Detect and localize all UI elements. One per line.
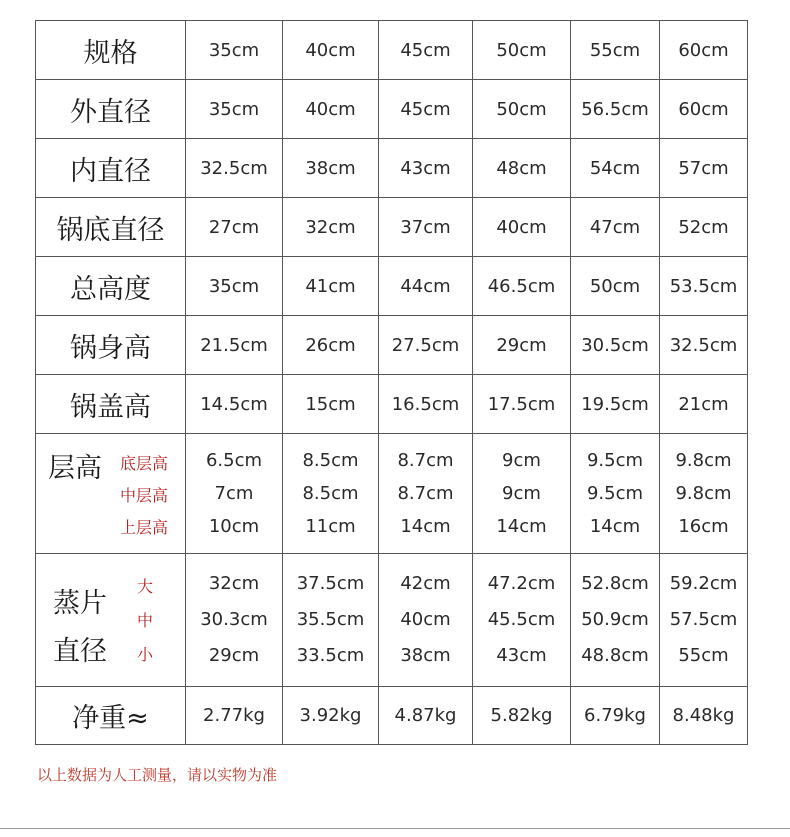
steamer-diameter-header [36, 554, 186, 687]
cell: 32cm [283, 198, 379, 257]
value: 9cm [502, 483, 541, 504]
value: 6.5cm [205, 450, 263, 471]
cell: 30.5cm [571, 316, 660, 375]
cell [186, 554, 283, 687]
cell: 27.5cm [379, 316, 473, 375]
cell [571, 554, 660, 687]
row-label: 锅身高 [36, 316, 186, 375]
cell: 57cm [660, 139, 748, 198]
row-label: 外直径 [36, 80, 186, 139]
cell: 2.77kg [186, 687, 283, 745]
cell: 55cm [571, 21, 660, 80]
cell: 54cm [571, 139, 660, 198]
cell: 41cm [283, 257, 379, 316]
cell [660, 554, 748, 687]
cell: 38cm [283, 139, 379, 198]
value: 32cm [208, 573, 260, 594]
layer-height-header [36, 434, 186, 554]
cell: 40cm [283, 80, 379, 139]
cell: 60cm [660, 80, 748, 139]
value: 8.5cm [302, 483, 359, 504]
value: 33.5cm [296, 645, 365, 666]
cell [283, 554, 379, 687]
sub-label-top: 上层高 [120, 518, 169, 537]
cell: 47cm [571, 198, 660, 257]
value: 8.7cm [397, 450, 454, 471]
cell [379, 434, 473, 554]
sub-label-middle: 中层高 [120, 486, 169, 505]
value: 9cm [502, 450, 541, 471]
cell [571, 434, 660, 554]
cell: 14.5cm [186, 375, 283, 434]
cell: 26cm [283, 316, 379, 375]
value: 9.5cm [586, 450, 644, 471]
row-label: 锅底直径 [36, 198, 186, 257]
cell: 60cm [660, 21, 748, 80]
sub-label-bottom: 底层高 [120, 454, 169, 473]
value: 7cm [214, 483, 254, 504]
value: 38cm [400, 645, 451, 666]
cell: 16.5cm [379, 375, 473, 434]
bottom-divider [0, 828, 790, 829]
value: 52.8cm [581, 573, 649, 594]
value: 59.2cm [669, 573, 738, 594]
row-label: 内直径 [36, 139, 186, 198]
steamer-label-line2: 直径 [53, 636, 107, 667]
sub-label-large: 大 [137, 577, 154, 596]
row-lid-height [36, 375, 748, 434]
row-steamer-diameter [36, 554, 748, 687]
row-label: 锅盖高 [36, 375, 186, 434]
cell: 40cm [473, 198, 571, 257]
row-outer-diameter [36, 80, 748, 139]
value: 9.8cm [675, 450, 732, 471]
value: 29cm [208, 645, 260, 666]
row-spec [36, 21, 748, 80]
value: 42cm [400, 573, 451, 594]
sub-label-small: 小 [137, 645, 154, 664]
row-label: 净重≈ [36, 687, 186, 745]
value: 47.2cm [487, 573, 556, 594]
value: 14cm [496, 516, 547, 537]
cell: 21.5cm [186, 316, 283, 375]
row-net-weight [36, 687, 748, 745]
cell [186, 434, 283, 554]
value: 8.5cm [302, 450, 359, 471]
cell: 43cm [379, 139, 473, 198]
cell: 46.5cm [473, 257, 571, 316]
cell [660, 434, 748, 554]
cell: 29cm [473, 316, 571, 375]
cell: 50cm [473, 21, 571, 80]
value: 14cm [589, 516, 641, 537]
cell: 15cm [283, 375, 379, 434]
row-label: 总高度 [36, 257, 186, 316]
row-total-height [36, 257, 748, 316]
cell [473, 554, 571, 687]
cell: 32.5cm [660, 316, 748, 375]
cell: 32.5cm [186, 139, 283, 198]
cell: 56.5cm [571, 80, 660, 139]
value: 35.5cm [296, 609, 365, 630]
value: 45.5cm [487, 609, 556, 630]
value: 9.8cm [675, 483, 732, 504]
cell: 40cm [283, 21, 379, 80]
cell: 17.5cm [473, 375, 571, 434]
cell: 35cm [186, 257, 283, 316]
cell: 4.87kg [379, 687, 473, 745]
cell: 19.5cm [571, 375, 660, 434]
spec-table [35, 20, 748, 745]
cell: 50cm [473, 80, 571, 139]
sub-label-medium: 中 [137, 611, 154, 630]
cell: 53.5cm [660, 257, 748, 316]
row-label: 规格 [36, 21, 186, 80]
cell: 21cm [660, 375, 748, 434]
cell: 48cm [473, 139, 571, 198]
value: 40cm [400, 609, 451, 630]
cell: 27cm [186, 198, 283, 257]
cell [473, 434, 571, 554]
value: 43cm [496, 645, 547, 666]
value: 14cm [400, 516, 451, 537]
cell: 45cm [379, 80, 473, 139]
row-body-height [36, 316, 748, 375]
value: 37.5cm [296, 573, 365, 594]
cell: 35cm [186, 80, 283, 139]
row-layer-height [36, 434, 748, 554]
cell: 44cm [379, 257, 473, 316]
cell: 8.48kg [660, 687, 748, 745]
cell: 3.92kg [283, 687, 379, 745]
cell: 50cm [571, 257, 660, 316]
measurement-note: 以上数据为人工测量，请以实物为准 [37, 766, 278, 784]
layer-height-label: 层高 [48, 453, 102, 484]
steamer-label-line1: 蒸片 [53, 588, 107, 619]
value: 55cm [678, 645, 729, 666]
value: 9.5cm [586, 483, 644, 504]
row-inner-diameter [36, 139, 748, 198]
value: 30.3cm [200, 609, 268, 630]
value: 57.5cm [669, 609, 738, 630]
value: 8.7cm [397, 483, 454, 504]
value: 10cm [208, 516, 260, 537]
row-base-diameter [36, 198, 748, 257]
value: 11cm [305, 516, 356, 537]
cell: 45cm [379, 21, 473, 80]
cell: 35cm [186, 21, 283, 80]
cell [379, 554, 473, 687]
cell: 37cm [379, 198, 473, 257]
value: 48.8cm [581, 645, 649, 666]
cell: 6.79kg [571, 687, 660, 745]
value: 16cm [678, 516, 729, 537]
cell: 5.82kg [473, 687, 571, 745]
cell: 52cm [660, 198, 748, 257]
value: 50.9cm [581, 609, 649, 630]
cell [283, 434, 379, 554]
